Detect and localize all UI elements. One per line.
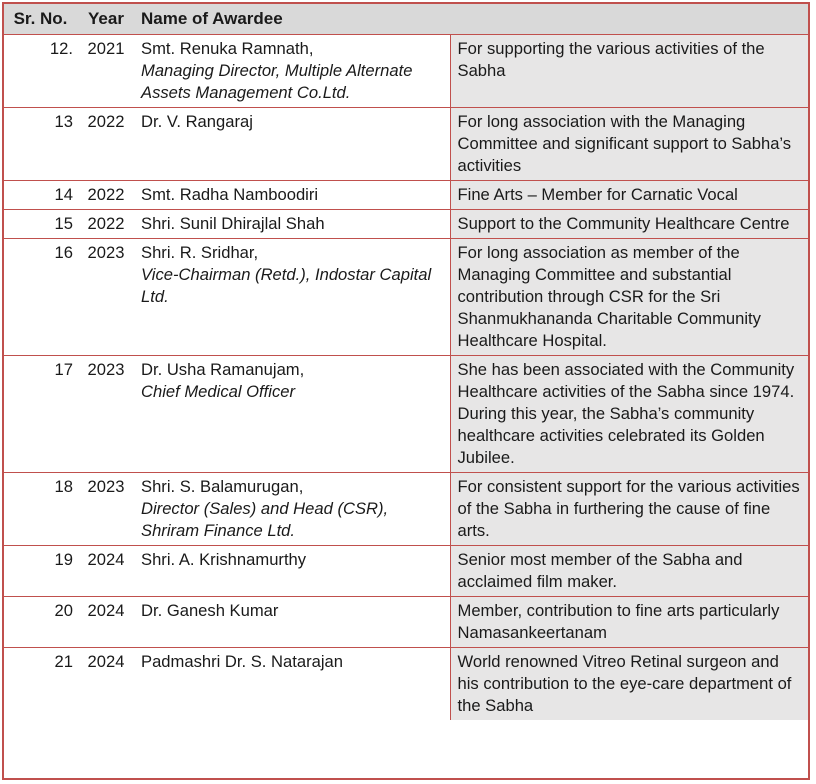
awardee-name: Shri. Sunil Dhirajlal Shah [141,214,325,233]
cell-description: For consistent support for the various activities of the Sabha in furthering the cause of fine arts. [450,473,808,546]
header-year: Year [77,4,135,35]
cell-year: 2023 [77,356,135,473]
awardee-name: Padmashri Dr. S. Natarajan [141,652,343,671]
table-row [4,239,808,356]
cell-sr-no: 16 [4,239,77,356]
cell-awardee [135,35,450,108]
cell-description: For long association as member of the Managing Committee and substantial contribution through CSR for the Sri Shanmukhananda Charitable Community Healthcare Hospital. [450,239,808,356]
cell-year: 2023 [77,473,135,546]
cell-year: 2024 [77,546,135,597]
table-row [4,108,808,181]
cell-year: 2024 [87,652,125,671]
cell-description: For supporting the various activities of the Sabha [450,35,808,108]
cell-sr-no: 18 [4,473,77,546]
cell-description: For long association with the Managing Committee and significant support to Sabha’s activities [450,108,808,181]
awardee-title: Director (Sales) and Head (CSR), Shriram Finance Ltd. [141,499,389,540]
cell-description: World renowned Vitreo Retinal surgeon and his contribution to the eye-care department of the Sabha [450,648,808,721]
table-row [4,356,808,473]
cell-awardee [135,356,450,473]
header-name-of-awardee: Name of Awardee [135,4,808,35]
cell-year: 2023 [77,239,135,356]
awardee-name: Smt. Radha Namboodiri [141,185,319,204]
cell-awardee [135,239,450,356]
cell-description: Member, contribution to fine arts particularly Namasankeertanam [450,597,808,648]
table-row [4,181,808,210]
cell-description: Fine Arts – Member for Carnatic Vocal [450,181,808,210]
awardee-title: Managing Director, Multiple Alternate Assets Management Co.Ltd. [141,61,413,102]
awardee-name: Shri. A. Krishnamurthy [141,550,307,569]
cell-sr-no: 13 [4,108,77,181]
awardee-name: Shri. S. Balamurugan, [141,477,304,496]
table-row [4,35,808,108]
cell-awardee [135,473,450,546]
awardee-title: Chief Medical Officer [141,382,296,401]
cell-description: Support to the Community Healthcare Centre [450,210,808,239]
cell-year: 2022 [77,210,135,239]
table-row [4,597,808,648]
cell-year: 2022 [77,108,135,181]
cell-awardee [135,181,450,210]
cell-sr-no: 17 [4,356,77,473]
cell-year: 2024 [77,597,135,648]
cell-description: Senior most member of the Sabha and acclaimed film maker. [450,546,808,597]
cell-awardee [135,648,450,721]
awardee-name: Shri. R. Sridhar, [141,243,259,262]
cell-awardee [135,210,450,239]
cell-awardee [135,108,450,181]
cell-year: 2022 [77,181,135,210]
cell-description: She has been associated with the Community Healthcare activities of the Sabha since 1974. During this year, the Sabha’s community healthcare activities celebrated its Golden Jubilee. [450,356,808,473]
table-row [4,648,808,721]
cell-awardee [135,597,450,648]
table-row [4,210,808,239]
cell-awardee [135,546,450,597]
awardee-name: Dr. Usha Ramanujam, [141,360,305,379]
awardees-table [4,4,808,720]
cell-sr-no: 15 [4,210,77,239]
awardee-title: Vice-Chairman (Retd.), Indostar Capital Ltd. [141,265,432,306]
cell-sr-no: 19 [4,546,77,597]
cell-sr-no: 14 [4,181,77,210]
awardee-name: Smt. Renuka Ramnath, [141,39,314,58]
table-row [4,473,808,546]
table-row [4,546,808,597]
cell-sr-no: 21 [54,652,73,671]
cell-sr-no: 20 [4,597,77,648]
awardees-table-frame [2,2,810,780]
cell-sr-no: 12. [4,35,77,108]
awardee-name: Dr. Ganesh Kumar [141,601,279,620]
table-header-row [4,4,808,35]
awardee-name: Dr. V. Rangaraj [141,112,253,131]
header-sr-no: Sr. No. [4,4,77,35]
cell-year: 2021 [77,35,135,108]
